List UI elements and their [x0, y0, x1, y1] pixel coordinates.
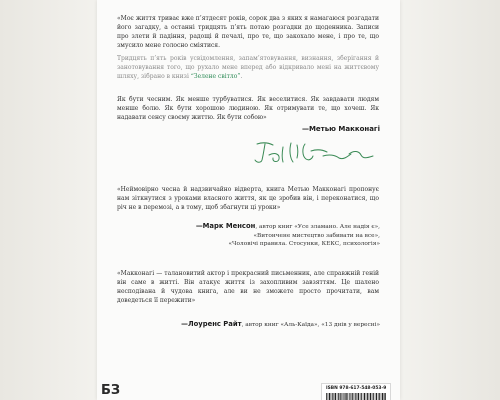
- wright-quote-text: «Макконагі — талановитий актор і прекрасний письменник, але справжній геній він саме в житті. Він атакує життя із захопливим завзяттям. Це шалено несподівана й чудова книга, але ви не зможете просто прочитати, вам доведеться її пережити»: [117, 270, 379, 304]
- author-quote-paragraph-2-end: .: [240, 72, 243, 80]
- wright-name: —Лоуренс Райт: [181, 320, 242, 328]
- wright-attribution: [181, 320, 380, 328]
- author-signature: [249, 138, 379, 168]
- book-back-cover: [97, 0, 400, 400]
- book-title-highlight: “Зелене світло”: [190, 72, 241, 80]
- manson-books-3: «Чоловічі правила. Стосунки, КЕКС, психологія»: [228, 241, 380, 248]
- manson-attribution-line-1: [180, 222, 380, 232]
- manson-books-2: «Витончене мистецтво забивати на все»,: [253, 232, 380, 239]
- isbn-number: ISBN 978-617-548-053-9: [326, 386, 387, 391]
- author-quote-attribution: —Метью Макконагі: [301, 125, 380, 133]
- manson-books-1: , автор книг «Усе зламано. Але надія є»,: [255, 224, 380, 230]
- author-quote-paragraph-3: Як бути чесним. Як менше турбуватися. Як веселитися. Як завдавати людям менше болю. Як бути хорошою людиною. Як отримувати те, що хочеш. Як надавати сенсу своєму життю. Як бути собою»: [117, 96, 379, 121]
- manson-attribution: [180, 222, 380, 249]
- author-quote-paragraph-2-text: Тридцять п’ять років усвідомлення, запам’ятовування, визнання, зберігання й занотовування того, що рухало мене вперед або відкривало мені на життєвому шляху, зібрано в книзі: [117, 55, 379, 80]
- barcode-graphic: [326, 393, 386, 400]
- isbn-barcode-box: [321, 383, 391, 400]
- author-quote-paragraph-2: [117, 55, 379, 82]
- manson-name: —Марк Менсон: [195, 222, 256, 230]
- author-quote-paragraph-1: «Моє життя триває вже п’ятдесят років, сорок два з яких я намагаюся розгадати його загадку, а останні тридцять п’ять потаю розгадки до щоденника. Записи про злети й падіння, радощі й печалі, про те, що закохало мене, і про те, що змусило мене голосно сміятися.: [117, 15, 379, 49]
- manson-quote-text: «Неймовірно чесна й надзвичайно відверта, книга Метью Макконагі пропонує нам зіткнутися з уроками власного життя, як це зробив він, і переконатися, що річ не в перемозі, а в тому, щоб збагнути ці уроки»: [117, 186, 379, 211]
- wright-books: , автор книг «Аль-Каїда», «13 днів у вересні»: [241, 322, 380, 328]
- publisher-logo: БЗ: [101, 383, 121, 398]
